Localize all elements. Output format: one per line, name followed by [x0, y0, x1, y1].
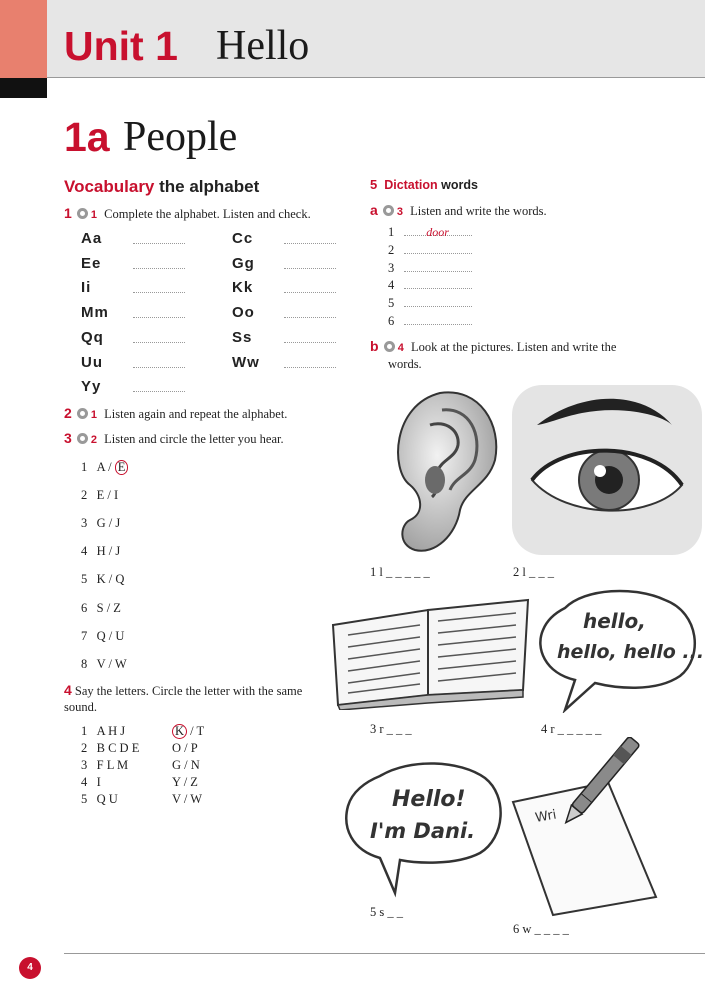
- header-tab: [0, 78, 47, 98]
- ex3-item-2: 2 E / I: [81, 488, 119, 502]
- answer-blank[interactable]: [133, 243, 185, 244]
- ex4-text: Say the letters. Circle the letter with the same sound.: [64, 684, 303, 714]
- alphabet-letter: Qq: [81, 328, 104, 346]
- alphabet-letter: Ee: [81, 254, 102, 272]
- unit-number: Unit 1: [64, 23, 178, 69]
- alphabet-letter: Ii: [81, 279, 92, 297]
- track-number: 2: [90, 434, 98, 446]
- ear-picture: [370, 385, 505, 560]
- ex4-item-2: 2 B C D E: [81, 741, 140, 755]
- paper-handwriting: Wri: [534, 807, 558, 826]
- dictation-blank[interactable]: [404, 313, 472, 325]
- answer-blank[interactable]: [133, 317, 185, 318]
- dictation-label: Dictation: [384, 178, 438, 192]
- ex1-text: Complete the alphabet. Listen and check.: [104, 207, 311, 221]
- ex3-item-7: 7 Q / U: [81, 629, 125, 643]
- alphabet-letter: Cc: [232, 230, 254, 247]
- dictation-item: 4: [388, 277, 472, 293]
- ex1-instruction: [64, 205, 311, 223]
- picture-caption-3: 3 r _ _ _: [370, 722, 412, 736]
- cd-icon: [383, 205, 394, 216]
- ex5-number: 5: [370, 177, 378, 192]
- ex2-instruction: [64, 405, 287, 423]
- answer-blank[interactable]: [284, 243, 336, 244]
- dictation-item: 2: [388, 242, 472, 258]
- ex4-item-2-choice: O / P: [172, 741, 198, 755]
- example-answer: door: [426, 225, 449, 239]
- dictation-item: 6: [388, 313, 472, 329]
- bubble-text-2a: Hello!: [392, 787, 466, 812]
- dictation-blank[interactable]: [404, 260, 472, 272]
- answer-blank[interactable]: [284, 317, 336, 318]
- unit-name: Hello: [216, 23, 310, 69]
- book-picture: [328, 595, 533, 710]
- track-number: 4: [397, 342, 404, 354]
- dictation-topic: words: [441, 178, 478, 192]
- dictation-blank[interactable]: [404, 277, 472, 289]
- alphabet-letter: Ss: [232, 328, 253, 346]
- lesson-name: People: [123, 114, 238, 160]
- ex4-item-1: 1 A H J: [81, 724, 126, 738]
- speech-bubble-dani: [340, 758, 505, 898]
- ex3-item-1: 1 A / E: [81, 459, 128, 475]
- ex5a-instruction: a 3 Listen and write the words.: [370, 202, 547, 218]
- alphabet-letter: Yy: [81, 378, 102, 396]
- bubble-text-1b: hello, hello ...: [557, 641, 705, 663]
- lesson-number: 1a: [64, 114, 110, 160]
- picture-caption-2: 2 l _ _ _: [513, 565, 554, 579]
- track-number: 1: [90, 409, 98, 421]
- footer-divider: [64, 953, 705, 954]
- dictation-item: 3: [388, 260, 472, 276]
- alphabet-letter: Oo: [232, 304, 255, 322]
- ex2-number: 2: [64, 405, 72, 421]
- bubble-text-2b: I'm Dani.: [370, 819, 476, 843]
- cd-icon: [77, 433, 88, 444]
- answer-blank[interactable]: [133, 292, 185, 293]
- vocabulary-topic: the alphabet: [159, 177, 260, 196]
- ex4-item-3: 3 F L M: [81, 758, 129, 772]
- ex3-item-4: 4 H / J: [81, 544, 121, 558]
- speech-bubble-hello: [535, 588, 705, 713]
- dictation-blank[interactable]: [404, 224, 472, 239]
- answer-blank[interactable]: [284, 342, 336, 343]
- vocabulary-label: Vocabulary: [64, 177, 155, 196]
- ex4-item-4: 4 I: [81, 775, 101, 789]
- answer-blank[interactable]: [133, 342, 185, 343]
- alphabet-letter: Uu: [81, 353, 103, 371]
- answer-blank[interactable]: [133, 367, 185, 368]
- ex4-instruction: [64, 682, 334, 715]
- cd-icon: [77, 408, 88, 419]
- circled-answer: E: [115, 460, 129, 475]
- picture-caption-5: 5 s _ _: [370, 905, 403, 919]
- picture-caption-1: 1 l _ _ _ _ _: [370, 565, 430, 579]
- dictation-blank[interactable]: [404, 295, 472, 307]
- alphabet-letter: Kk: [232, 279, 254, 297]
- track-number: 3: [396, 206, 404, 218]
- ex3-instruction: [64, 430, 284, 448]
- ex4-number: 4: [64, 682, 72, 698]
- bubble-text-1a: hello,: [583, 609, 646, 633]
- cd-icon: [77, 208, 88, 219]
- ex3-item-6: 6 S / Z: [81, 601, 121, 615]
- vocabulary-heading: [64, 176, 259, 198]
- page-number: 4: [19, 957, 41, 979]
- ex4-item-4-choice: Y / Z: [172, 775, 198, 789]
- ex4-item-5-choice: V / W: [172, 792, 203, 806]
- ex5b-instruction: b 4 Look at the pictures. Listen and write the words.: [370, 338, 617, 371]
- track-number: 1: [90, 209, 98, 221]
- alphabet-letter: Mm: [81, 304, 109, 322]
- ex3-item-8: 8 V / W: [81, 657, 127, 671]
- ex4-item-1-choice: K / T: [172, 723, 204, 739]
- alphabet-letter: Aa: [81, 230, 103, 247]
- cd-icon: [384, 341, 395, 352]
- picture-caption-4: 4 r _ _ _ _ _: [541, 722, 602, 736]
- answer-blank[interactable]: [284, 268, 336, 269]
- answer-blank[interactable]: [284, 292, 336, 293]
- ex3-item-5: 5 K / Q: [81, 572, 125, 586]
- ex3-number: 3: [64, 430, 72, 446]
- ex3-text: Listen and circle the letter you hear.: [104, 432, 284, 446]
- dictation-blank[interactable]: [404, 242, 472, 254]
- header-accent: [0, 0, 47, 78]
- paper-pen-picture: [508, 737, 658, 917]
- circled-answer: K: [172, 724, 187, 739]
- answer-blank[interactable]: [284, 367, 336, 368]
- ex4-item-3-choice: G / N: [172, 758, 200, 772]
- ex2-text: Listen again and repeat the alphabet.: [104, 407, 288, 421]
- answer-blank[interactable]: [133, 391, 185, 392]
- dictation-item: 1 door: [388, 224, 472, 240]
- ex5-heading: [370, 177, 478, 192]
- ex1-number: 1: [64, 205, 72, 221]
- alphabet-letter: Ww: [232, 353, 260, 371]
- picture-caption-6: 6 w _ _ _ _: [513, 922, 569, 936]
- header-divider: [47, 77, 705, 78]
- answer-blank[interactable]: [133, 268, 185, 269]
- dictation-item: 5: [388, 295, 472, 311]
- eye-picture: [512, 385, 702, 555]
- ex4-item-5: 5 Q U: [81, 792, 118, 806]
- alphabet-letter: Gg: [232, 254, 255, 272]
- ex3-item-3: 3 G / J: [81, 516, 121, 530]
